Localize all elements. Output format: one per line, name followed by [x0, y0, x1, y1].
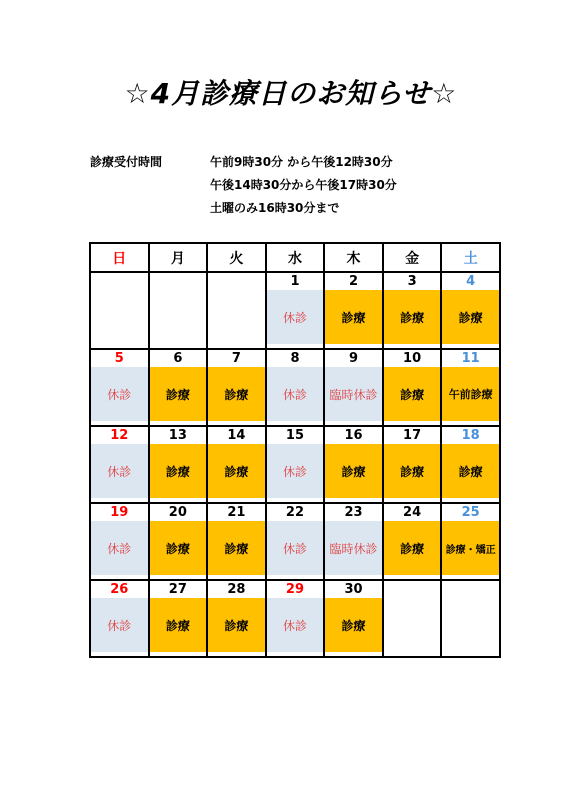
weekday-header-row	[90, 243, 500, 272]
day-number: 23	[344, 505, 363, 520]
calendar-day-cell	[383, 426, 442, 503]
day-status	[150, 290, 207, 344]
day-status: 診療	[208, 598, 265, 652]
day-number: 4	[466, 274, 476, 289]
day-number: 27	[168, 582, 187, 597]
day-status: 臨時休診	[325, 521, 382, 575]
weekday-mon: 月	[149, 243, 208, 272]
day-number: 6	[173, 351, 183, 366]
calendar-day-cell	[266, 503, 325, 580]
day-number: 12	[110, 428, 129, 443]
day-number: 26	[110, 582, 129, 597]
day-number	[208, 273, 265, 290]
day-status: 診療	[325, 290, 382, 344]
day-number: 13	[168, 428, 187, 443]
calendar-day-cell	[149, 349, 208, 426]
calendar-day-cell	[149, 272, 208, 349]
day-number: 10	[403, 351, 422, 366]
calendar-day-cell	[383, 272, 442, 349]
calendar-day-cell	[383, 503, 442, 580]
calendar-day-cell	[324, 426, 383, 503]
day-number: 11	[461, 351, 480, 366]
day-number	[150, 273, 207, 290]
day-number: 22	[285, 505, 305, 520]
day-status: 休診	[267, 444, 324, 498]
day-number: 8	[290, 351, 300, 366]
day-number: 30	[344, 582, 363, 597]
day-status: 休診	[267, 598, 324, 652]
day-number: 14	[227, 428, 246, 443]
calendar-table	[89, 242, 501, 658]
day-status	[91, 290, 148, 344]
day-status: 診療	[442, 444, 499, 498]
day-number: 9	[349, 351, 359, 366]
day-status	[442, 598, 499, 652]
day-number	[91, 273, 148, 290]
day-number: 16	[344, 428, 363, 443]
day-status: 診療	[325, 598, 382, 652]
day-number: 20	[168, 505, 187, 520]
day-status: 診療	[208, 521, 265, 575]
calendar-week-row	[90, 580, 500, 657]
day-status: 診療	[384, 521, 441, 575]
calendar-day-cell	[90, 426, 149, 503]
calendar-day-cell	[324, 503, 383, 580]
day-status: 休診	[91, 521, 148, 575]
weekday-fri: 金	[383, 243, 442, 272]
day-status: 診療	[150, 598, 207, 652]
calendar-week-row	[90, 426, 500, 503]
day-status: 診療	[384, 444, 441, 498]
day-status	[208, 290, 265, 344]
reception-hours	[90, 150, 397, 219]
day-status: 休診	[91, 598, 148, 652]
calendar-day-cell	[207, 272, 266, 349]
day-status: 診療	[384, 290, 441, 344]
calendar-day-cell	[90, 349, 149, 426]
day-status: 休診	[267, 367, 324, 421]
calendar-week-row	[90, 349, 500, 426]
day-status	[384, 598, 441, 652]
day-status: 診療	[150, 444, 207, 498]
day-number: 24	[403, 505, 422, 520]
hours-line: 土曜のみ16時30分まで	[210, 201, 340, 215]
calendar-day-cell	[207, 503, 266, 580]
day-number: 3	[407, 274, 417, 289]
day-status: 午前診療	[442, 367, 499, 421]
calendar-week-row	[90, 503, 500, 580]
calendar-day-cell	[207, 580, 266, 657]
calendar-day-cell	[266, 580, 325, 657]
calendar-day-cell	[441, 503, 500, 580]
day-number: 2	[349, 274, 359, 289]
day-number	[442, 581, 499, 598]
calendar-day-cell	[149, 426, 208, 503]
page-title: ☆4月診療日のお知らせ☆	[124, 77, 458, 110]
day-number: 29	[285, 582, 305, 597]
weekday-sat: 土	[441, 243, 500, 272]
hours-line: 午前9時30分 から午後12時30分	[210, 155, 393, 169]
calendar-day-cell	[383, 349, 442, 426]
day-number: 28	[227, 582, 246, 597]
day-status: 休診	[267, 521, 324, 575]
day-status: 診療	[208, 444, 265, 498]
day-status: 休診	[91, 367, 148, 421]
calendar-day-cell	[324, 349, 383, 426]
weekday-sun: 日	[90, 243, 149, 272]
calendar-week-row	[90, 272, 500, 349]
day-number: 5	[114, 351, 124, 366]
calendar-day-cell	[441, 272, 500, 349]
day-number: 1	[290, 274, 300, 289]
calendar-day-cell	[90, 580, 149, 657]
weekday-thu: 木	[324, 243, 383, 272]
calendar-day-cell	[90, 272, 149, 349]
day-status: 診療	[442, 290, 499, 344]
calendar-day-cell	[441, 349, 500, 426]
calendar-day-cell	[441, 580, 500, 657]
day-status: 臨時休診	[325, 367, 382, 421]
day-status: 診療	[150, 521, 207, 575]
day-status: 診療	[384, 367, 441, 421]
weekday-tue: 火	[207, 243, 266, 272]
calendar-day-cell	[441, 426, 500, 503]
day-status: 休診	[267, 290, 324, 344]
calendar-day-cell	[149, 503, 208, 580]
calendar-day-cell	[266, 426, 325, 503]
calendar-day-cell	[207, 349, 266, 426]
day-number: 21	[227, 505, 246, 520]
day-status: 休診	[91, 444, 148, 498]
weekday-wed: 水	[266, 243, 325, 272]
day-status: 診療	[150, 367, 207, 421]
day-number	[384, 581, 441, 598]
day-number: 17	[403, 428, 422, 443]
calendar-day-cell	[324, 272, 383, 349]
day-number: 7	[231, 351, 241, 366]
calendar-day-cell	[324, 580, 383, 657]
calendar-day-cell	[266, 349, 325, 426]
day-status: 診療	[325, 444, 382, 498]
day-number: 25	[461, 505, 480, 520]
day-number: 15	[285, 428, 305, 443]
calendar-day-cell	[90, 503, 149, 580]
hours-line: 午後14時30分から午後17時30分	[210, 178, 397, 192]
day-status: 診療	[208, 367, 265, 421]
hours-label: 診療受付時間	[90, 155, 163, 169]
calendar-day-cell	[149, 580, 208, 657]
day-number: 19	[110, 505, 129, 520]
calendar-day-cell	[383, 580, 442, 657]
calendar-day-cell	[266, 272, 325, 349]
calendar-day-cell	[207, 426, 266, 503]
day-status: 診療・矯正	[442, 521, 499, 575]
day-number: 18	[461, 428, 480, 443]
